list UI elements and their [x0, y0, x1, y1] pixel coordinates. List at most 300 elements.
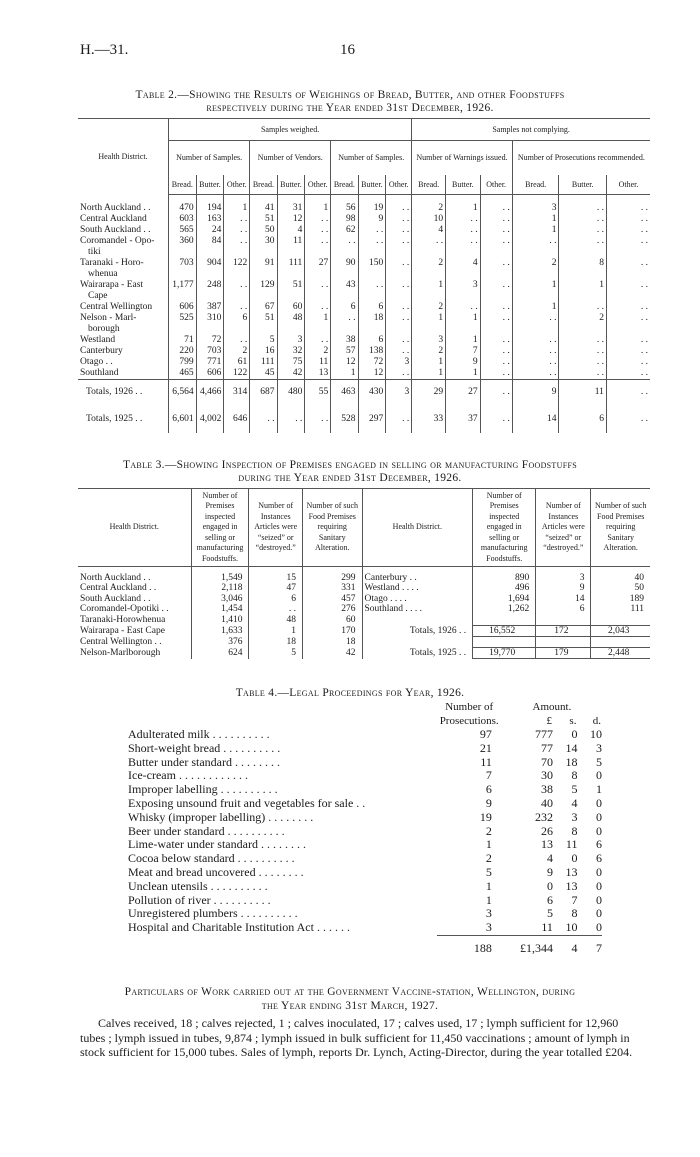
t2-leaf-2-1: Butter.: [358, 175, 386, 195]
t2-cell: . .: [305, 236, 331, 258]
t2-cell: . .: [512, 335, 559, 346]
t2-total-cell: . .: [250, 405, 277, 433]
t2-cell: . .: [606, 280, 650, 302]
t3-cell-right: 6: [536, 604, 591, 615]
page-code: H.—31.: [80, 42, 129, 58]
t4-unit-pence: d.: [592, 715, 601, 727]
t2-cell: 42: [277, 368, 305, 380]
t2-cell: 4: [412, 225, 446, 236]
t3-district-left: South Auckland . .: [80, 593, 151, 604]
t2-total-cell: 430: [358, 379, 386, 405]
t2-district: [78, 225, 169, 236]
t2-total-cell: 480: [277, 379, 305, 405]
t4-amount: 4: [546, 851, 553, 866]
table-row: [128, 921, 602, 935]
t2-cell: 2: [512, 258, 559, 280]
t2-cell: . .: [224, 280, 250, 302]
t2-cell: . .: [480, 313, 512, 335]
table-row: [78, 625, 650, 637]
table-row: [78, 637, 650, 648]
t2-cell: . .: [480, 203, 512, 214]
table-row: [128, 880, 602, 894]
t2-total-cell: 14: [512, 405, 559, 433]
t3-cell-left: 18: [249, 637, 303, 648]
t2-cell: . .: [386, 214, 412, 225]
t2-leaf-3-1: Butter.: [446, 175, 480, 195]
t2-cell: 45: [250, 368, 277, 380]
t3-cell-left: 1,633: [191, 625, 249, 637]
t4-amount: 6: [596, 837, 602, 852]
table-row: [78, 346, 650, 357]
t2-cell: 1: [305, 313, 331, 335]
t2-leaf-4-2: Other.: [606, 175, 650, 195]
t4-label: Short-weight bread . . . . . . . . . .: [128, 741, 281, 755]
t3-total-cell: 19,770: [473, 647, 536, 659]
t4-amount: 0: [571, 851, 578, 866]
t2-cell: 6: [224, 313, 250, 335]
t2-cell: 703: [196, 346, 224, 357]
t2-cell: 12: [358, 368, 386, 380]
t2-group-not-complying: Samples not complying.: [412, 119, 650, 141]
t4-count: 1: [485, 837, 492, 852]
t2-district-label: Southland: [80, 367, 119, 378]
t2-cell: . .: [446, 214, 480, 225]
t2-cell: 470: [169, 203, 197, 214]
t2-total-cell: . .: [277, 405, 305, 433]
table2-caption-1: Table 2.—Showing the Results of Weighings of Bread, Butter, and other Foodstuffs: [135, 89, 565, 101]
t3-cell-left: 276: [303, 604, 363, 615]
t2-col-district: Health District.: [78, 119, 169, 195]
t2-cell: . .: [606, 302, 650, 313]
t2-cell: . .: [559, 214, 606, 225]
t2-district-label: Canterbury: [80, 345, 123, 356]
table-row: [78, 357, 650, 368]
t4-amount: 0: [571, 727, 578, 741]
t4-label: Improper labelling . . . . . . . . . .: [128, 783, 278, 797]
t3-cell-left: 170: [303, 625, 363, 637]
t2-district-label: Central Wellington: [80, 301, 153, 312]
t2-cell: 8: [559, 258, 606, 280]
table-row: [78, 236, 650, 258]
t2-total-cell: 3: [386, 379, 412, 405]
table-row: [128, 825, 602, 839]
t4-count: 2: [485, 823, 492, 838]
t4-amount: 26: [540, 823, 553, 838]
t3-col-seized-right: Number of Instances Articles were “seized” or “destroyed.”: [536, 489, 591, 567]
t2-total-cell: 33: [412, 405, 446, 433]
t2-total-cell: 27: [446, 379, 480, 405]
t2-cell: . .: [480, 368, 512, 380]
t2-leaf-3-2: Other.: [480, 175, 512, 195]
t2-cell: 56: [331, 203, 358, 214]
t4-count: 1: [485, 892, 492, 907]
table2-caption-2: respectively during the Year ended 31st December, 1926.: [206, 102, 494, 114]
t2-cell: 1: [412, 368, 446, 380]
t2-cell: . .: [559, 236, 606, 258]
t2-district: [78, 302, 169, 313]
t2-total-cell: . .: [386, 405, 412, 433]
t3-cell-left: 47: [249, 583, 303, 594]
t4-amount: 1: [596, 782, 602, 797]
t2-sub-vendors: Number of Vendors.: [250, 141, 331, 175]
t2-cell: 11: [305, 357, 331, 368]
t2-cell: . .: [559, 225, 606, 236]
t4-amount: 11: [565, 837, 578, 852]
t2-cell: 3: [446, 280, 480, 302]
t2-leaf-1-1: Butter.: [277, 175, 305, 195]
totals-row: [128, 935, 602, 961]
t2-total-cell: 6,564: [169, 379, 197, 405]
t2-leaf-2-2: Other.: [386, 175, 412, 195]
t2-cell: 9: [358, 214, 386, 225]
t4-amount: 7: [571, 892, 578, 907]
t4-amount: 10: [590, 727, 602, 741]
t3-cell-left: 15: [249, 573, 303, 584]
t3-cell-right: 3: [536, 573, 591, 584]
t2-cell: 2: [305, 346, 331, 357]
t4-unit-pounds: £: [546, 715, 552, 727]
t2-cell: 72: [196, 335, 224, 346]
t4-count: 3: [485, 906, 492, 921]
table-row: [78, 280, 650, 302]
t3-cell-left: 376: [191, 637, 249, 648]
t2-sub-warnings: Number of Warnings issued.: [412, 141, 513, 175]
t4-col-num-1: Number of: [445, 701, 494, 713]
t4-count: 9: [485, 795, 492, 810]
t3-total-cell: 2,448: [591, 647, 650, 659]
t4-amount: 5: [596, 754, 602, 769]
table-row: [128, 866, 602, 880]
t2-district-label: Cape: [88, 290, 108, 301]
t3-total-cell: 2,043: [591, 625, 650, 637]
t2-district: [78, 203, 169, 214]
t2-cell: 41: [250, 203, 277, 214]
table4-caption: Table 4.—Legal Proceedings for Year, 1926.: [235, 687, 465, 699]
t2-cell: 3: [412, 335, 446, 346]
t2-district: [78, 313, 169, 335]
t2-cell: 248: [196, 280, 224, 302]
t4-amount: 14: [565, 740, 578, 755]
t2-cell: 7: [446, 346, 480, 357]
t2-cell: 30: [250, 236, 277, 258]
t4-total-shillings: 4: [553, 935, 578, 961]
t3-cell-left: 48: [249, 615, 303, 626]
t4-amount: 0: [596, 892, 602, 907]
t2-total-label: Totals, 1926 . .: [78, 379, 169, 405]
table-row: [78, 258, 650, 280]
t3-total-label: Totals, 1926 . .: [362, 625, 473, 637]
t2-cell: . .: [224, 214, 250, 225]
t4-label: Pollution of river . . . . . . . . . .: [128, 893, 271, 907]
t2-sub-prosecutions: Number of Prosecutions recommended.: [512, 141, 650, 175]
t2-cell: 1: [412, 280, 446, 302]
t2-cell: 2: [412, 203, 446, 214]
t3-cell-right: 189: [591, 594, 650, 605]
t2-cell: . .: [480, 236, 512, 258]
t2-cell: 72: [358, 357, 386, 368]
t4-amount: 13: [540, 837, 553, 852]
t2-cell: . .: [224, 225, 250, 236]
t2-cell: 703: [169, 258, 197, 280]
t2-cell: 4: [277, 225, 305, 236]
t2-leaf-4-1: Butter.: [559, 175, 606, 195]
t2-cell: . .: [412, 236, 446, 258]
t2-cell: . .: [386, 302, 412, 313]
t2-total-cell: 297: [358, 405, 386, 433]
t4-amount: 30: [540, 768, 553, 783]
t3-district-left: Nelson-Marlborough: [80, 647, 161, 658]
t2-district: [78, 258, 169, 280]
t3-cell-left: 1,410: [191, 615, 249, 626]
table-row: [128, 756, 602, 770]
t2-district: [78, 357, 169, 368]
t4-amount: 40: [540, 795, 553, 810]
table-row: [78, 583, 650, 594]
t2-cell: 12: [277, 214, 305, 225]
t3-cell-left: 42: [303, 647, 363, 659]
t3-district-left: North Auckland . .: [80, 572, 151, 583]
t2-district: [78, 368, 169, 380]
t4-amount: 0: [596, 878, 602, 893]
t3-col-seized-left: Number of Instances Articles were “seized” or “destroyed.”: [249, 489, 303, 567]
t2-cell: 1: [512, 302, 559, 313]
t4-count: 5: [485, 864, 492, 879]
t3-district-left: Coromandel-Opotiki . .: [80, 604, 169, 614]
t2-cell: 18: [358, 313, 386, 335]
t2-cell: . .: [331, 313, 358, 335]
t2-cell: 31: [277, 203, 305, 214]
t4-amount: 3: [596, 740, 602, 755]
t4-total-pounds: £1,344: [502, 935, 553, 961]
t2-cell: . .: [559, 335, 606, 346]
t4-unit-shillings: s.: [569, 715, 577, 727]
table-row: [128, 907, 602, 921]
t2-cell: 6: [331, 302, 358, 313]
t3-total-cell: 179: [536, 647, 591, 659]
t2-cell: 163: [196, 214, 224, 225]
t2-group-weighed: Samples weighed.: [169, 119, 412, 141]
t4-label: Cocoa below standard . . . . . . . . . .: [128, 852, 295, 866]
t2-district: [78, 335, 169, 346]
t2-cell: . .: [386, 368, 412, 380]
t2-cell: . .: [512, 346, 559, 357]
t2-cell: 71: [169, 335, 197, 346]
table3-caption-2: during the Year ended 31st December, 1926.: [238, 472, 462, 484]
t2-cell: . .: [480, 225, 512, 236]
t2-cell: . .: [446, 225, 480, 236]
t3-cell-right: 496: [473, 583, 536, 594]
t4-label: Butter under standard . . . . . . . .: [128, 755, 280, 769]
t4-label: Whisky (improper labelling) . . . . . . . .: [128, 810, 314, 824]
t3-total-cell: 16,552: [473, 625, 536, 637]
t4-count: 21: [479, 740, 492, 755]
t4-amount: 10: [565, 920, 578, 935]
t2-cell: 91: [250, 258, 277, 280]
t3-cell-left: 2,118: [191, 583, 249, 594]
t3-total-label: Totals, 1925 . .: [362, 647, 473, 659]
t2-leaf-2-0: Bread.: [331, 175, 358, 195]
t2-cell: . .: [512, 236, 559, 258]
t2-cell: . .: [606, 214, 650, 225]
t3-cell-left: 457: [303, 594, 363, 605]
t4-amount: 8: [571, 768, 578, 783]
t4-amount: 6: [546, 892, 553, 907]
t2-leaf-1-2: Other.: [305, 175, 331, 195]
table-row: [78, 214, 650, 225]
t2-cell: . .: [480, 357, 512, 368]
t2-cell: 60: [277, 302, 305, 313]
t3-district-left: Taranaki-Horowhenua: [80, 614, 166, 625]
t2-cell: . .: [606, 346, 650, 357]
t2-cell: 194: [196, 203, 224, 214]
t3-cell-left: . .: [249, 604, 303, 615]
t3-cell-left: 1: [249, 625, 303, 637]
t3-col-premises-left: Number of Premises inspected engaged in selling or manufacturing Foodstuffs.: [191, 489, 249, 567]
t2-total-cell: 646: [224, 405, 250, 433]
t2-total-cell: 463: [331, 379, 358, 405]
t4-amount: 0: [596, 864, 602, 879]
t2-cell: 62: [331, 225, 358, 236]
particulars-body: Calves received, 18 ; calves rejected, 1 ; calves inoculated, 17 ; calves used, 17 ; lymph sufficient for 12,960 tubes ; lymph issued in tubes, 9,874 ; lymph issued in bulk sufficient for 11,450 vaccinations ; amount of lymph in stock sufficient for 15,000 tubes. Sales of lymph, reports Dr. Lynch, Acting-Director, during the year totalled £204.: [80, 1016, 633, 1059]
t3-cell-left: 1,454: [191, 604, 249, 615]
t2-total-cell: . .: [606, 405, 650, 433]
t2-cell: . .: [224, 302, 250, 313]
t4-amount: 6: [596, 851, 602, 866]
t2-cell: 27: [305, 258, 331, 280]
table-row: [128, 742, 602, 756]
t4-col-amount: Amount.: [532, 701, 572, 713]
t2-cell: . .: [386, 236, 412, 258]
t3-district-right: Southland . . . .: [362, 604, 473, 615]
t2-cell: . .: [305, 214, 331, 225]
t2-cell: . .: [386, 313, 412, 335]
t2-cell: 2: [412, 258, 446, 280]
t2-cell: 32: [277, 346, 305, 357]
t4-label: Beer under standard . . . . . . . . . .: [128, 824, 285, 838]
t2-total-cell: 11: [559, 379, 606, 405]
t2-cell: 387: [196, 302, 224, 313]
t2-cell: . .: [559, 302, 606, 313]
t2-total-cell: 4,466: [196, 379, 224, 405]
t2-cell: 3: [512, 203, 559, 214]
t4-label: Meat and bread uncovered . . . . . . . .: [128, 865, 304, 879]
t2-cell: 799: [169, 357, 197, 368]
t2-cell: . .: [512, 368, 559, 380]
t4-amount: 5: [546, 906, 553, 921]
t4-amount: 5: [571, 782, 578, 797]
t2-total-cell: 37: [446, 405, 480, 433]
t3-cell-right: 14: [536, 594, 591, 605]
t2-cell: 2: [559, 313, 606, 335]
t2-cell: 1: [305, 203, 331, 214]
t2-cell: . .: [305, 225, 331, 236]
t2-cell: 606: [169, 302, 197, 313]
table-row: [78, 594, 650, 605]
t3-cell-right: 111: [591, 604, 650, 615]
t3-total-cell: 172: [536, 625, 591, 637]
t2-cell: 1: [512, 214, 559, 225]
t3-cell-left: 3,046: [191, 594, 249, 605]
t2-cell: 11: [277, 236, 305, 258]
t2-cell: 2: [224, 346, 250, 357]
t3-col-alteration-left: Number of such Food Premises requiring Sanitary Alteration.: [303, 489, 363, 567]
t4-count: 6: [485, 782, 492, 797]
t4-amount: 0: [596, 823, 602, 838]
t2-cell: 51: [250, 214, 277, 225]
t4-amount: 0: [596, 795, 602, 810]
t2-cell: . .: [606, 236, 650, 258]
t2-cell: . .: [480, 214, 512, 225]
t2-total-cell: 6,601: [169, 405, 197, 433]
table2: [78, 118, 650, 433]
t2-cell: 51: [277, 280, 305, 302]
t2-district-label: Taranaki - Horo-: [80, 257, 144, 268]
table3: [78, 488, 650, 659]
t4-amount: 13: [565, 878, 578, 893]
t2-cell: 43: [331, 280, 358, 302]
t2-cell: 4: [446, 258, 480, 280]
t2-cell: . .: [559, 346, 606, 357]
t2-cell: 38: [331, 335, 358, 346]
t2-cell: . .: [606, 203, 650, 214]
t4-count: 11: [480, 754, 492, 769]
t2-cell: 904: [196, 258, 224, 280]
page-number: 16: [340, 42, 355, 58]
t3-cell-left: 60: [303, 615, 363, 626]
t2-total-cell: . .: [305, 405, 331, 433]
t4-amount: 70: [540, 754, 553, 769]
table-row: [78, 647, 650, 659]
t2-cell: 3: [386, 357, 412, 368]
t2-cell: . .: [305, 302, 331, 313]
t4-col-num-2: Prosecutions.: [439, 715, 499, 727]
table-row: [128, 894, 602, 908]
t4-label: Adulterated milk . . . . . . . . . .: [128, 728, 270, 741]
t3-cell-right: 40: [591, 573, 650, 584]
t2-cell: . .: [305, 335, 331, 346]
t2-total-cell: . .: [480, 405, 512, 433]
table3-caption-1: Table 3.—Showing Inspection of Premises engaged in selling or manufacturing Foodstuffs: [123, 459, 577, 471]
t4-amount: 0: [596, 809, 602, 824]
t2-cell: . .: [480, 346, 512, 357]
t2-cell: 1: [512, 225, 559, 236]
t3-cell-right: 50: [591, 583, 650, 594]
t2-cell: 1,177: [169, 280, 197, 302]
t2-district-label: Central Auckland: [80, 213, 147, 224]
t2-cell: 129: [250, 280, 277, 302]
t2-cell: . .: [446, 236, 480, 258]
t3-cell-right: 1,694: [473, 594, 536, 605]
t2-total-cell: 55: [305, 379, 331, 405]
t4-amount: 9: [546, 864, 553, 879]
t2-cell: 122: [224, 258, 250, 280]
t2-cell: 150: [358, 258, 386, 280]
t2-cell: 360: [169, 236, 197, 258]
t4-amount: 0: [546, 878, 553, 893]
t2-total-cell: 29: [412, 379, 446, 405]
particulars-title-1: Particulars of Work carried out at the Government Vaccine-station, Wellington, during: [124, 986, 576, 998]
totals-row: [78, 379, 650, 405]
table-row: [78, 573, 650, 584]
t2-cell: . .: [386, 203, 412, 214]
t2-cell: . .: [512, 313, 559, 335]
t2-district: [78, 236, 169, 258]
t2-cell: 565: [169, 225, 197, 236]
t4-amount: 777: [534, 727, 553, 741]
t2-total-cell: . .: [606, 379, 650, 405]
t2-cell: 6: [358, 335, 386, 346]
t2-cell: . .: [480, 302, 512, 313]
